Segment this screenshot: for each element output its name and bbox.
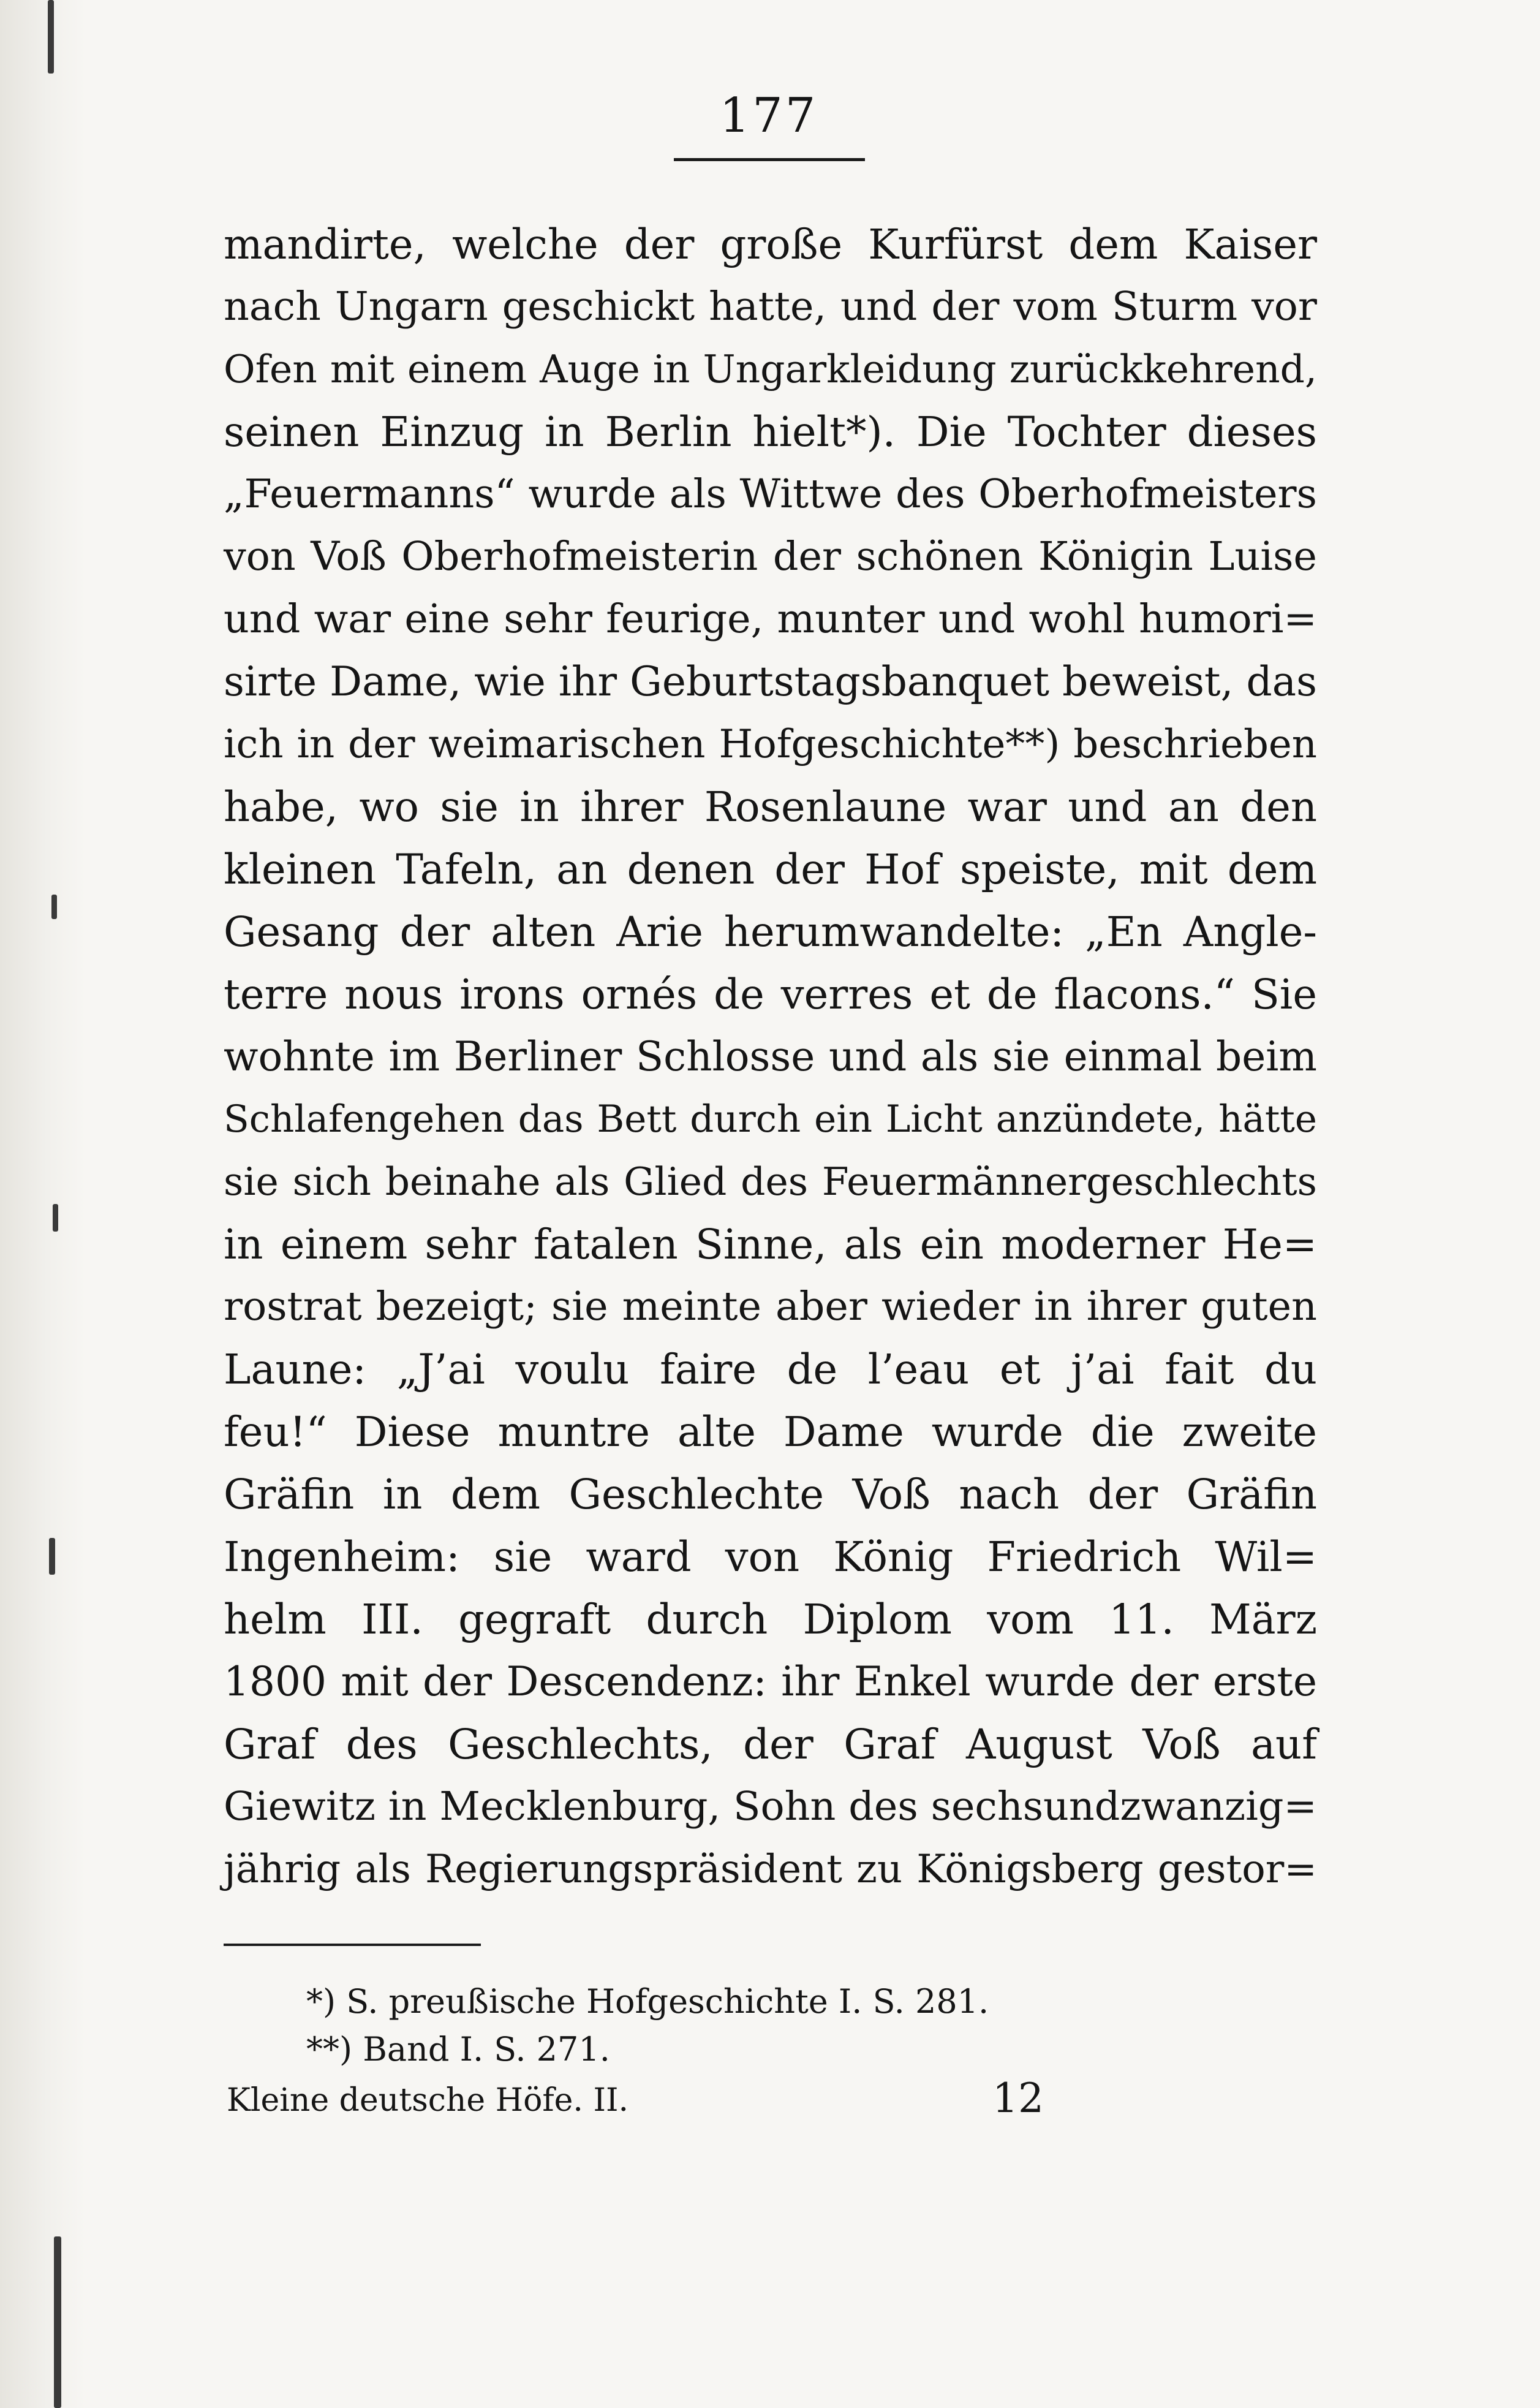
text-line: sie sich beinahe als Glied des Feuermännergeschlechts <box>224 1159 1317 1204</box>
page-number: 177 <box>719 88 818 143</box>
text-line: mandirte, welche der große Kurfürst dem Kaiser <box>224 221 1317 268</box>
text-line: Ofen mit einem Auge in Ungarkleidung zurückkehrend, <box>224 347 1317 392</box>
edge-mark <box>49 1538 55 1575</box>
footnotes <box>306 1978 1225 2073</box>
text-line: feu!“ Diese muntre alte Dame wurde die zweite <box>224 1408 1317 1456</box>
page-number-rule <box>674 158 865 161</box>
text-line: Giewitz in Mecklenburg, Sohn des sechsundzwanzig= <box>224 1784 1317 1830</box>
signature-line: Kleine deutsche Höfe. II. <box>227 2082 629 2119</box>
text-line: habe, wo sie in ihrer Rosenlaune war und an den <box>224 783 1317 831</box>
text-line: 1800 mit der Descendenz: ihr Enkel wurde der erste <box>224 1658 1317 1705</box>
text-line: terre nous irons ornés de verres et de flacons.“ Sie <box>224 971 1317 1018</box>
footnote: **) Band I. S. 271. <box>306 2030 610 2069</box>
text-line: ich in der weimarischen Hofgeschichte**) beschrieben <box>224 722 1317 767</box>
text-line: Gräfin in dem Geschlechte Voß nach der Gräfin <box>224 1471 1317 1518</box>
text-line: und war eine sehr feurige, munter und wohl humori= <box>224 596 1317 642</box>
edge-mark <box>53 1204 58 1232</box>
edge-mark <box>48 0 54 74</box>
text-line: jährig als Regierungspräsident zu Königsberg gestor= <box>224 1847 1317 1892</box>
text-line: Ingenheim: sie ward von König Friedrich Wil= <box>224 1533 1317 1581</box>
text-line: nach Ungarn geschickt hatte, und der vom Sturm vor <box>224 284 1317 330</box>
edge-mark <box>54 2236 61 2408</box>
text-line: von Voß Oberhofmeisterin der schönen Königin Luise <box>224 534 1317 580</box>
text-line: rostrat bezeigt; sie meinte aber wieder in ihrer guten <box>224 1284 1317 1330</box>
text-line: kleinen Tafeln, an denen der Hof speiste, mit dem <box>224 846 1317 893</box>
text-line: wohnte im Berliner Schlosse und als sie einmal beim <box>224 1033 1317 1080</box>
text-line: Schlafengehen das Bett durch ein Licht anzündete, hätte <box>224 1097 1317 1141</box>
footnote: *) S. preußische Hofgeschichte I. S. 281. <box>306 1982 989 2021</box>
text-line: Graf des Geschlechts, der Graf August Voß auf <box>224 1721 1317 1768</box>
text-line: „Feuermanns“ wurde als Wittwe des Oberhofmeisters <box>224 471 1317 517</box>
text-line: Gesang der alten Arie herumwandelte: „En Angle- <box>224 908 1317 956</box>
text-line: seinen Einzug in Berlin hielt*). Die Tochter dieses <box>224 408 1317 456</box>
body-text <box>224 213 1317 1901</box>
text-line: Laune: „J’ai voulu faire de l’eau et j’ai fait du <box>224 1346 1317 1393</box>
text-line: sirte Dame, wie ihr Geburtstagsbanquet beweist, das <box>224 658 1317 705</box>
page-edge-shadow <box>0 0 86 2408</box>
edge-mark <box>51 895 57 919</box>
footnote-rule <box>224 1944 481 1946</box>
text-line: helm III. gegraft durch Diplom vom 11. März <box>224 1596 1317 1643</box>
text-line: in einem sehr fatalen Sinne, als ein moderner He= <box>224 1221 1317 1268</box>
sheet-number: 12 <box>992 2075 1044 2122</box>
